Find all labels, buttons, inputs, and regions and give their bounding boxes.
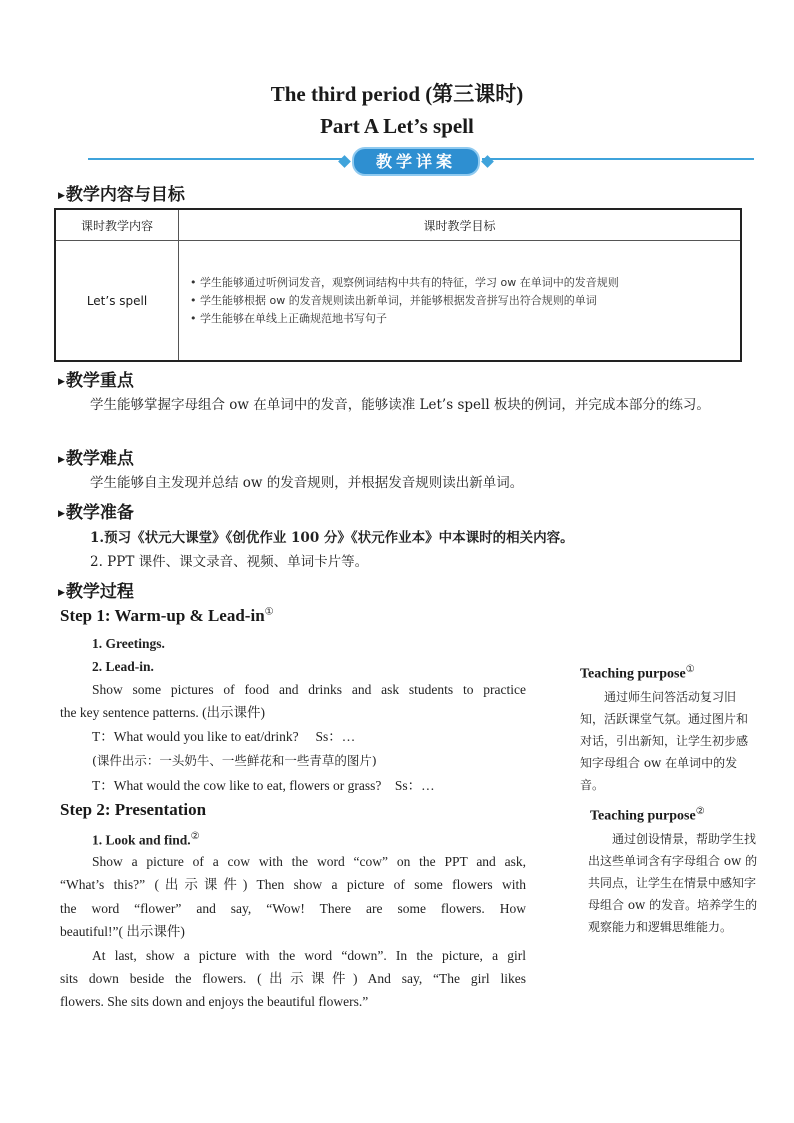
section-heading-process: ▶教学过程 xyxy=(58,582,134,602)
step2-p2-line1: At last, show a picture with the word “down”. In the picture, a girl xyxy=(92,948,526,963)
section-banner: 教学详案 xyxy=(352,147,480,176)
section-heading-difficulties: ▶教学难点 xyxy=(58,449,134,469)
footnote-mark: ② xyxy=(190,831,200,842)
step2-p1-line1: Show a picture of a cow with the word “cow” on the PPT and ask, xyxy=(92,854,526,869)
banner-line-left xyxy=(88,158,346,160)
step1-sub-leadin: 2. Lead-in. xyxy=(92,659,154,674)
section-heading-content-goals: ▶教学内容与目标 xyxy=(58,185,185,205)
teaching-purpose-1-text: 通过师生问答活动复习旧知，活跃课堂气氛。通过图片和对话，引出新知，让学生初步感知字母组合 ow 在单词中的发音。 xyxy=(580,690,749,792)
preparation-item-2: 2. PPT 课件、课文录音、视频、单词卡片等。 xyxy=(90,554,369,570)
step2-p2-line3: flowers. She sits down and enjoys the beautiful flowers.” xyxy=(60,994,369,1009)
triangle-icon: ▶ xyxy=(58,191,65,201)
step2-sub-look-find: 1. Look and find.② xyxy=(92,831,200,848)
table-cell-goals xyxy=(179,241,742,362)
difficulties-text: 学生能够自主发现并总结 ow 的发音规则，并根据发音规则读出新单词。 xyxy=(90,475,524,491)
section-heading-preparation: ▶教学准备 xyxy=(58,503,134,523)
step2-p2-line2: sits down beside the flowers. (出示课件) And say, “The girl likes xyxy=(60,971,526,986)
goals-table xyxy=(54,208,742,362)
banner-line-right xyxy=(482,158,754,160)
triangle-icon: ▶ xyxy=(58,509,65,519)
step1-para-line2: the key sentence patterns. (出示课件) xyxy=(60,705,266,720)
page-title: The third period (第三课时) xyxy=(270,82,524,106)
step2-p1-line4: beautiful!”( 出示课件) xyxy=(60,924,185,939)
teaching-purpose-1-title: Teaching purpose① xyxy=(580,664,695,682)
triangle-icon: ▶ xyxy=(58,588,65,598)
step2-p1-line2: “What’s this?” (出示课件) Then show a picture of some flowers with xyxy=(60,877,526,892)
preparation-item-1: 1.预习《状元大课堂》《创优作业 100 分》《状元作业本》中本课时的相关内容。 xyxy=(90,530,574,546)
step2-title: Step 2: Presentation xyxy=(60,800,207,819)
step1-sub-greetings: 1. Greetings. xyxy=(92,636,165,651)
step1-para-line1: Show some pictures of food and drinks and ask students to practice xyxy=(92,682,526,697)
step2-p1-line3: the word “flower” and say, “Wow! There are some flowers. How xyxy=(60,901,526,916)
step1-title: Step 1: Warm-up & Lead-in① xyxy=(60,606,274,625)
table-header-content: 课时教学内容 xyxy=(55,209,179,241)
goal-item: • 学生能够在单线上正确规范地书写句子 xyxy=(190,310,739,328)
section-heading-key-points: ▶教学重点 xyxy=(58,371,134,391)
goal-item: • 学生能够根据 ow 的发音规则读出新单词，并能够根据发音拼写出符合规则的单词 xyxy=(190,292,739,310)
key-points-text: 学生能够掌握字母组合 ow 在单词中的发音，能够读准 Let’s spell 板块的例词，并完成本部分的练习。 xyxy=(90,397,710,413)
footnote-mark: ① xyxy=(264,606,274,618)
triangle-icon: ▶ xyxy=(58,377,65,387)
table-cell-content: Let’s spell xyxy=(55,241,179,362)
table-header-goals: 课时教学目标 xyxy=(179,209,742,241)
footnote-mark: ② xyxy=(695,806,705,817)
triangle-icon: ▶ xyxy=(58,455,65,465)
footnote-mark: ① xyxy=(685,664,695,675)
page-subtitle: Part A Let’s spell xyxy=(320,114,474,138)
goal-item: • 学生能够通过听例词发音，观察例词结构中共有的特征，学习 ow 在单词中的发音规则 xyxy=(190,274,739,292)
step1-dialog-2: T：What would the cow like to eat, flowers or grass? Ss：… xyxy=(92,778,435,793)
teaching-purpose-2-title: Teaching purpose② xyxy=(590,806,705,824)
step1-note: (课件出示：一头奶牛、一些鲜花和一些青草的图片) xyxy=(92,753,377,768)
step1-dialog-1: T：What would you like to eat/drink? Ss：… xyxy=(92,729,356,744)
teaching-purpose-2-text: 通过创设情景，帮助学生找出这些单词含有字母组合 ow 的共同点，让学生在情景中感知字母组合 ow 的发音。培养学生的观察能力和逻辑思维能力。 xyxy=(588,832,758,934)
